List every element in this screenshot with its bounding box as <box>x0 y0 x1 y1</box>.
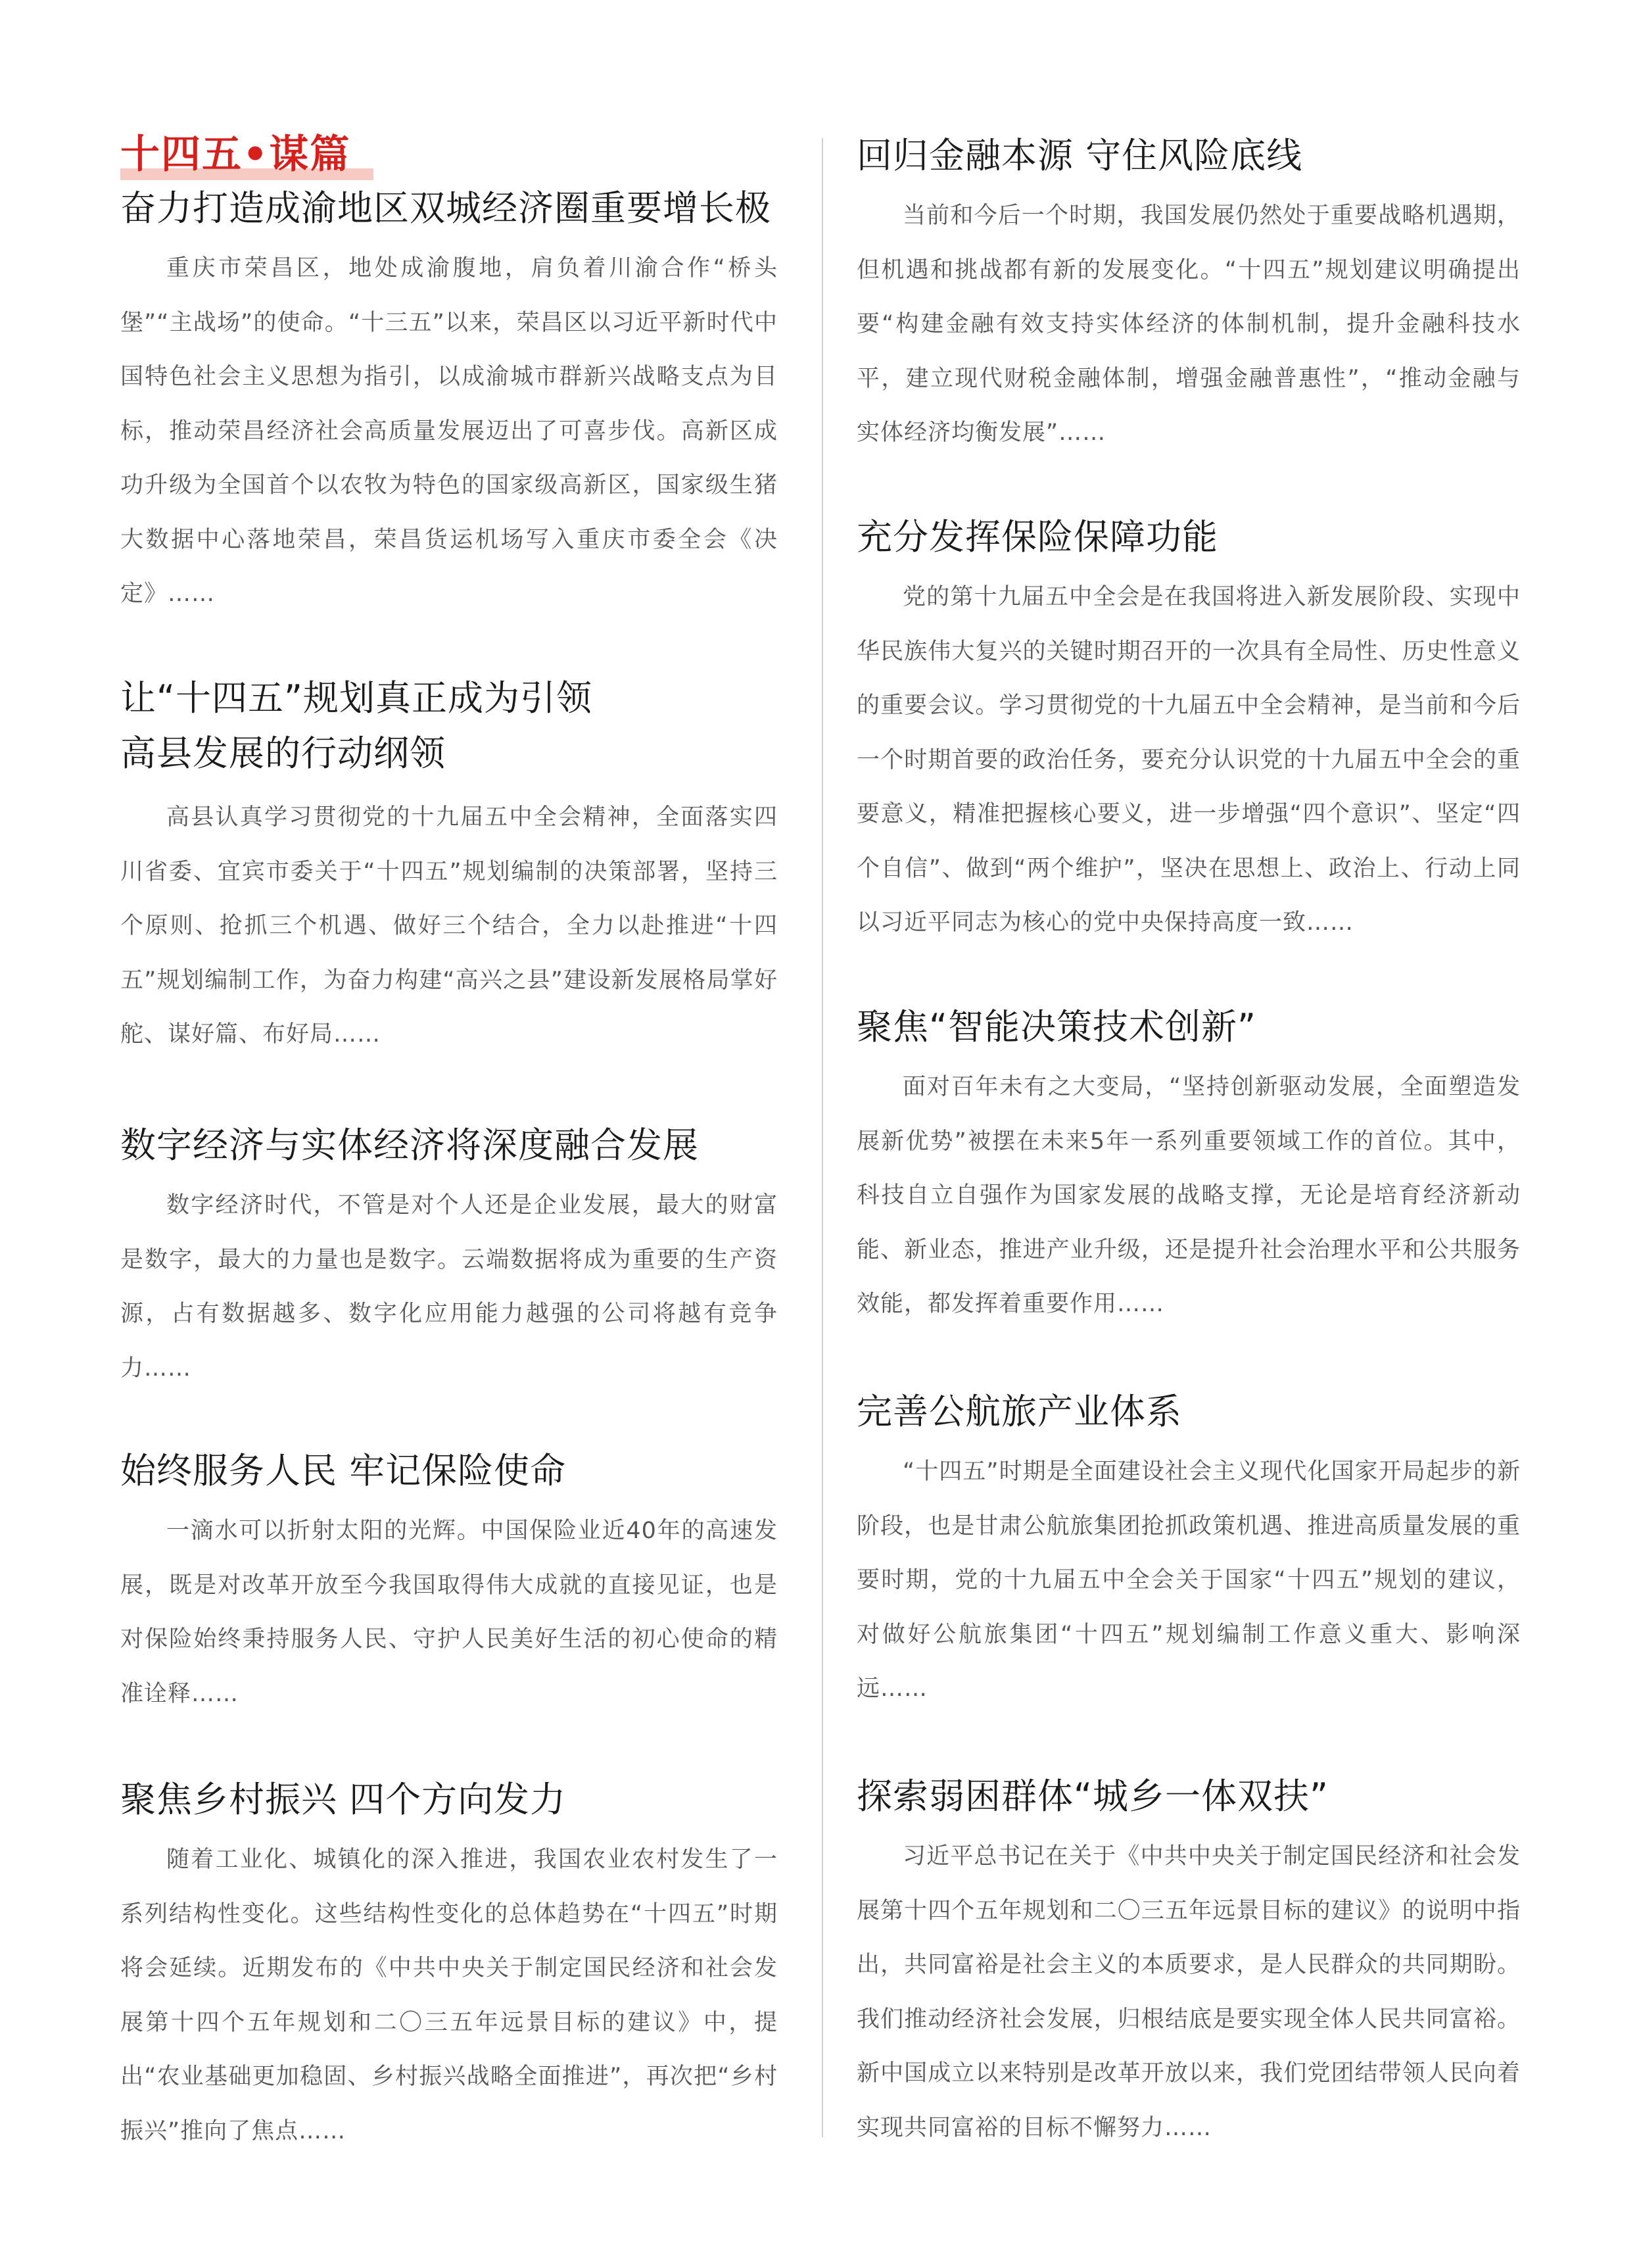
article-title: 聚焦“智能决策技术创新” <box>857 1006 1256 1048</box>
article-body: 面对百年未有之大变局，“坚持创新驱动发展，全面塑造发展新优势”被摆在未来5年一系列重要领域工作的首位。其中，科技自立自强作为国家发展的战略支撑，无论是培育经济新动能、新业态，推进产业升级，还是提升社会治理水平和公共服务效能，都发挥着重要作用…… <box>857 1074 1521 1317</box>
article-title: 奋力打造成渝地区双城经济圈重要增长极 <box>120 187 771 229</box>
article-finance <box>857 128 1521 460</box>
article-title: 始终服务人民 牢记保险使命 <box>120 1450 567 1491</box>
article-insurance-function <box>857 510 1521 950</box>
article-title: 数字经济与实体经济将深度融合发展 <box>120 1124 699 1166</box>
article-body: 随着工业化、城镇化的深入推进，我国农业农村发生了一系列结构性变化。这些结构性变化的总体趋势在“十四五”时期将会延续。近期发布的《中共中央关于制定国民经济和社会发展第十四个五年规划和二〇三五年远景目标的建议》中，提出“农业基础更加稳固、乡村振兴战略全面推进”，再次把“乡村振兴”推向了焦点…… <box>120 1846 778 2144</box>
article-rural-revitalization <box>120 1772 778 2158</box>
article-title: 完善公航旅产业体系 <box>857 1391 1182 1432</box>
article-body: 一滴水可以折射太阳的光辉。中国保险业近40年的高速发展，既是对改革开放至今我国取得伟大成就的直接见证，也是对保险始终秉持服务人民、守护人民美好生活的初心使命的精准诠释…… <box>120 1518 778 1707</box>
article-title: 充分发挥保险保障功能 <box>857 516 1218 558</box>
section-tag: 十四五•谋篇 <box>120 132 351 178</box>
article-title: 让“十四五”规划真正成为引领高县发展的行动纲领 <box>120 677 592 774</box>
article-body: 重庆市荣昌区，地处成渝腹地，肩负着川渝合作“桥头堡”“主战场”的使命。“十三五”以来，荣昌区以习近平新时代中国特色社会主义思想为指引，以成渝城市群新兴战略支点为目标，推动荣昌经济社会高质量发展迈出了可喜步伐。高新区成功升级为全国首个以农牧为特色的国家级高新区，国家级生猪大数据中心落地荣昌，荣昌货运机场写入重庆市委全会《决定》…… <box>120 255 778 607</box>
article-digital-economy <box>120 1118 778 1395</box>
article-body: 党的第十九届五中全会是在我国将进入新发展阶段、实现中华民族伟大复兴的关键时期召开的一次具有全局性、历史性意义的重要会议。学习贯彻党的十九届五中全会精神，是当前和今后一个时期首要的政治任务，要充分认识党的十九届五中全会的重要意义，精准把握核心要义，进一步增强“四个意识”、坚定“四个自信”、做到“两个维护”，坚决在思想上、政治上、行动上同以习近平同志为核心的党中央保持高度一致…… <box>857 584 1521 936</box>
article-insurance-mission <box>120 1443 778 1721</box>
column-divider <box>822 138 823 2137</box>
article-title: 聚焦乡村振兴 四个方向发力 <box>120 1779 567 1820</box>
article-body: 数字经济时代，不管是对个人还是企业发展，最大的财富是数字，最大的力量也是数字。云端数据将成为重要的生产资源，占有数据越多、数字化应用能力越强的公司将越有竞争力…… <box>120 1192 778 1382</box>
article-body: 当前和今后一个时期，我国发展仍然处于重要战略机遇期，但机遇和挑战都有新的发展变化。“十四五”规划建议明确提出要“构建金融有效支持实体经济的体制机制，提升金融科技水平，建立现代财税金融体制，增强金融普惠性”，“推动金融与实体经济均衡发展”…… <box>857 203 1521 446</box>
article-body: 高县认真学习贯彻党的十九届五中全会精神，全面落实四川省委、宜宾市委关于“十四五”规划编制的决策部署，坚持三个原则、抢抓三个机遇、做好三个结合，全力以赴推进“十四五”规划编制工作，为奋力构建“高兴之县”建设新发展格局掌好舵、谋好篇、布好局…… <box>120 804 778 1048</box>
article-title: 探索弱困群体“城乡一体双扶” <box>857 1775 1329 1817</box>
article-gaoxian-body <box>120 730 778 1062</box>
article-body: “十四五”时期是全面建设社会主义现代化国家开局起步的新阶段，也是甘肃公航旅集团抢抓政策机遇、推进高质量发展的重要时期，党的十九届五中全会关于国家“十四五”规划的建议，对做好公航旅集团“十四五”规划编制工作意义重大、影响深远…… <box>857 1459 1521 1702</box>
article-body: 习近平总书记在关于《中共中央关于制定国民经济和社会发展第十四个五年规划和二〇三五年远景目标的建议》的说明中指出，共同富裕是社会主义的本质要求，是人民群众的共同期盼。我们推动经济社会发展，归根结底是要实现全体人民共同富裕。新中国成立以来特别是改革开放以来，我们党团结带领人民向着实现共同富裕的目标不懈努力…… <box>857 1843 1521 2141</box>
article-intelligent-decision <box>857 1000 1521 1332</box>
article-title: 回归金融本源 守住风险底线 <box>857 135 1303 176</box>
article-gonghanglv <box>857 1384 1521 1716</box>
article-rongchang <box>120 181 778 621</box>
article-common-prosperity <box>857 1769 1521 2155</box>
